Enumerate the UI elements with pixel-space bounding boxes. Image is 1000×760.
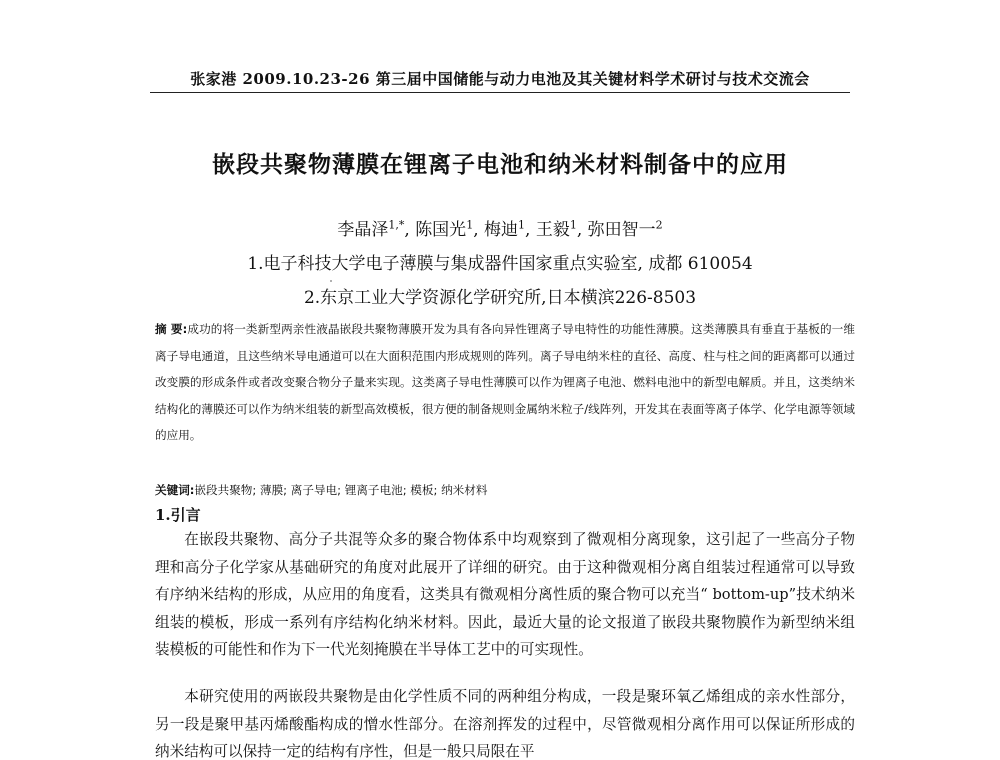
author-name: 李晶泽: [337, 220, 389, 240]
author-name: 梅迪: [484, 220, 518, 240]
keywords-text: 嵌段共聚物; 薄膜; 离子导电; 锂离子电池; 模板; 纳米材料: [194, 483, 488, 497]
keywords: [155, 482, 855, 498]
scan-dot: [330, 280, 332, 282]
author-name: 陈国光: [415, 220, 467, 240]
author-separator: ,: [404, 220, 416, 240]
author-list: [150, 215, 850, 240]
section-heading-introduction: 1.引言: [155, 506, 201, 524]
running-header: 张家港 2009.10.23-26 第三届中国储能与动力电池及其关键材料学术研讨与技术交流会: [190, 70, 810, 88]
author-affiliation-mark: 1: [569, 218, 577, 232]
keywords-label: 关键词:: [155, 483, 195, 497]
author-affiliation-mark: 1,*: [388, 218, 405, 232]
body-paragraph: 本研究使用的两嵌段共聚物是由化学性质不同的两种组分构成，一段是聚环氧乙烯组成的亲水性部分，另一段是聚甲基丙烯酸酯构成的憎水性部分。在溶剂挥发的过程中，尽管微观相分离作用可以保证所形成的纳米结构可以保持一定的结构有序性，但是一般只局限在平: [155, 688, 855, 760]
affiliation-2: 2.东京工业大学资源化学研究所,日本横滨226-8503: [303, 288, 697, 308]
author-affiliation-mark: 1: [466, 218, 474, 232]
paper-title: 嵌段共聚物薄膜在锂离子电池和纳米材料制备中的应用: [212, 152, 788, 178]
author-name: 弥田智一: [587, 220, 656, 240]
abstract: [155, 316, 855, 449]
abstract-text: 成功的将一类新型两亲性液晶嵌段共聚物薄膜开发为具有各向异性锂离子导电特性的功能性薄膜。这类薄膜具有垂直于基板的一维离子导电通道，且这些纳米导电通道可以在大面积范围内形成规则的阵列。离子导电纳米柱的直径、高度、柱与柱之间的距离都可以通过改变膜的形成条件或者改变聚合物分子量来实现。这类离子导电性薄膜可以作为锂离子电池、燃料电池中的新型电解质。并且，这类纳米结构化的薄膜还可以作为纳米组装的新型高效模板，很方便的制备规则金属纳米粒子/线阵列，开发其在表面等离子体学、化学电源等领域的应用。: [155, 322, 855, 442]
author-separator: ,: [576, 220, 588, 240]
author-separator: ,: [525, 220, 536, 240]
affiliation-1: 1.电子科技大学电子薄膜与集成器件国家重点实验室, 成都 610054: [247, 254, 753, 274]
author-separator: ,: [473, 220, 484, 240]
abstract-label: 摘 要:: [155, 322, 188, 336]
author-name: 王毅: [535, 220, 570, 240]
header-rule: [150, 92, 850, 93]
author-affiliation-mark: 1: [518, 218, 525, 232]
body-paragraph: 在嵌段共聚物、高分子共混等众多的聚合物体系中均观察到了微观相分离现象，这引起了一些高分子物理和高分子化学家从基础研究的角度对此展开了详细的研究。由于这种微观相分离自组装过程通常可以导致有序纳米结构的形成，从应用的角度看，这类具有微观相分离性质的聚合物可以充当“ bottom-up”技术纳米组装的模板，形成一系列有序结构化纳米材料。因此，最近大量的论文报道了嵌段共聚物膜作为新型纳米组装模板的可能性和作为下一代光刻掩膜在半导体工艺中的可实现性。: [155, 531, 855, 658]
author-affiliation-mark: 2: [655, 218, 663, 232]
